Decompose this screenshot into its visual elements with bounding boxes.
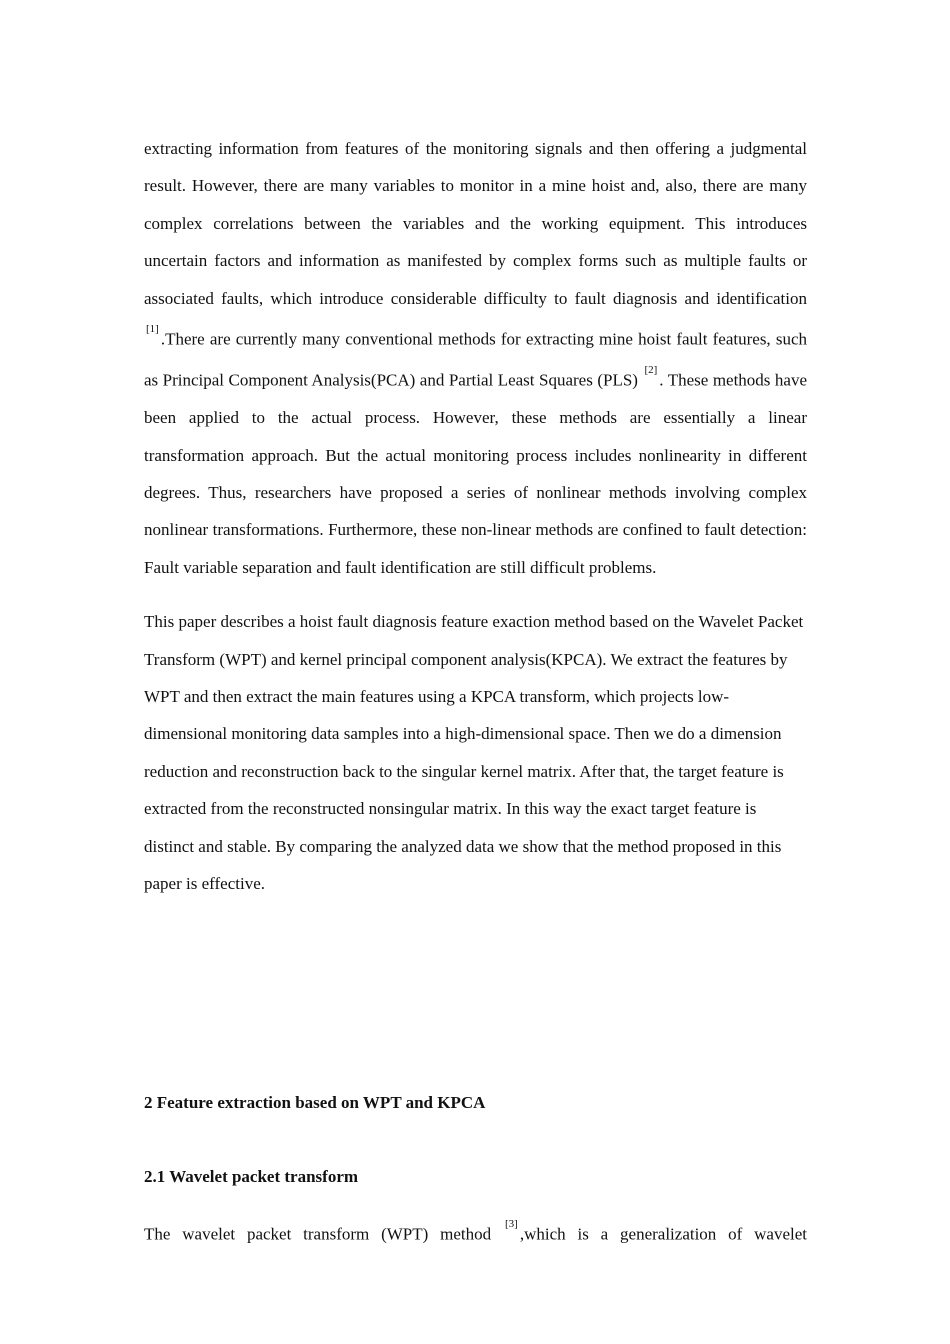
text-segment: . These methods have been applied to the actual process. However, these methods are essentially a linear transformation approach. But the actual monitoring process includes nonlinearity in different degrees. Thus, researchers have proposed a series of nonlinear methods involving complex nonlinear transformations. Furthermore, these non-linear methods are confined to fault detection: Fault variable separation and fault identification are still difficult problems. (144, 370, 808, 577)
citation-ref-3: [3] (505, 1218, 518, 1230)
text-segment: The wavelet packet transform (WPT) method (144, 1224, 492, 1244)
text-segment: ,which is a generalization of wavelet (519, 1224, 808, 1244)
intro-paragraph (144, 130, 807, 586)
wpt-paragraph (144, 1212, 807, 1253)
text-segment: .There are currently many conventional methods for extracting mine hoist fault features, such as Principal Component Analysis(PCA) and Partial Least Squares (PLS) (144, 329, 807, 390)
citation-ref-1: [1] (146, 323, 159, 336)
section-heading: 2 Feature extraction based on WPT and KPCA (144, 1093, 486, 1112)
text-segment: extracting information from features of the monitoring signals and then offering a judgmental result. However, there are many variables to monitor in a mine hoist and, also, there are many complex correlations between the variables and the working equipment. This introduces uncertain factors and information as manifested by complex forms such as multiple faults or associated faults, which introduce considerable difficulty to fault diagnosis and identification (144, 139, 807, 308)
paper-page (144, 113, 808, 1244)
subsection-heading: 2.1 Wavelet packet transform (144, 1167, 359, 1186)
method-paragraph: This paper describes a hoist fault diagnosis feature exaction method based on the Wavelet Packet Transform (WPT) and kernel principal component analysis(KPCA). We extract the features by WPT and then extract the main features using a KPCA transform, which projects low-dimensional monitoring data samples into a high-dimensional space. Then we do a dimension reduction and reconstruction back to the singular kernel matrix. After that, the target feature is extracted from the reconstructed nonsingular matrix. In this way the exact target feature is distinct and stable. By comparing the analyzed data we show that the method proposed in this paper is effective. (144, 612, 804, 894)
citation-ref-2: [2] (644, 364, 658, 377)
